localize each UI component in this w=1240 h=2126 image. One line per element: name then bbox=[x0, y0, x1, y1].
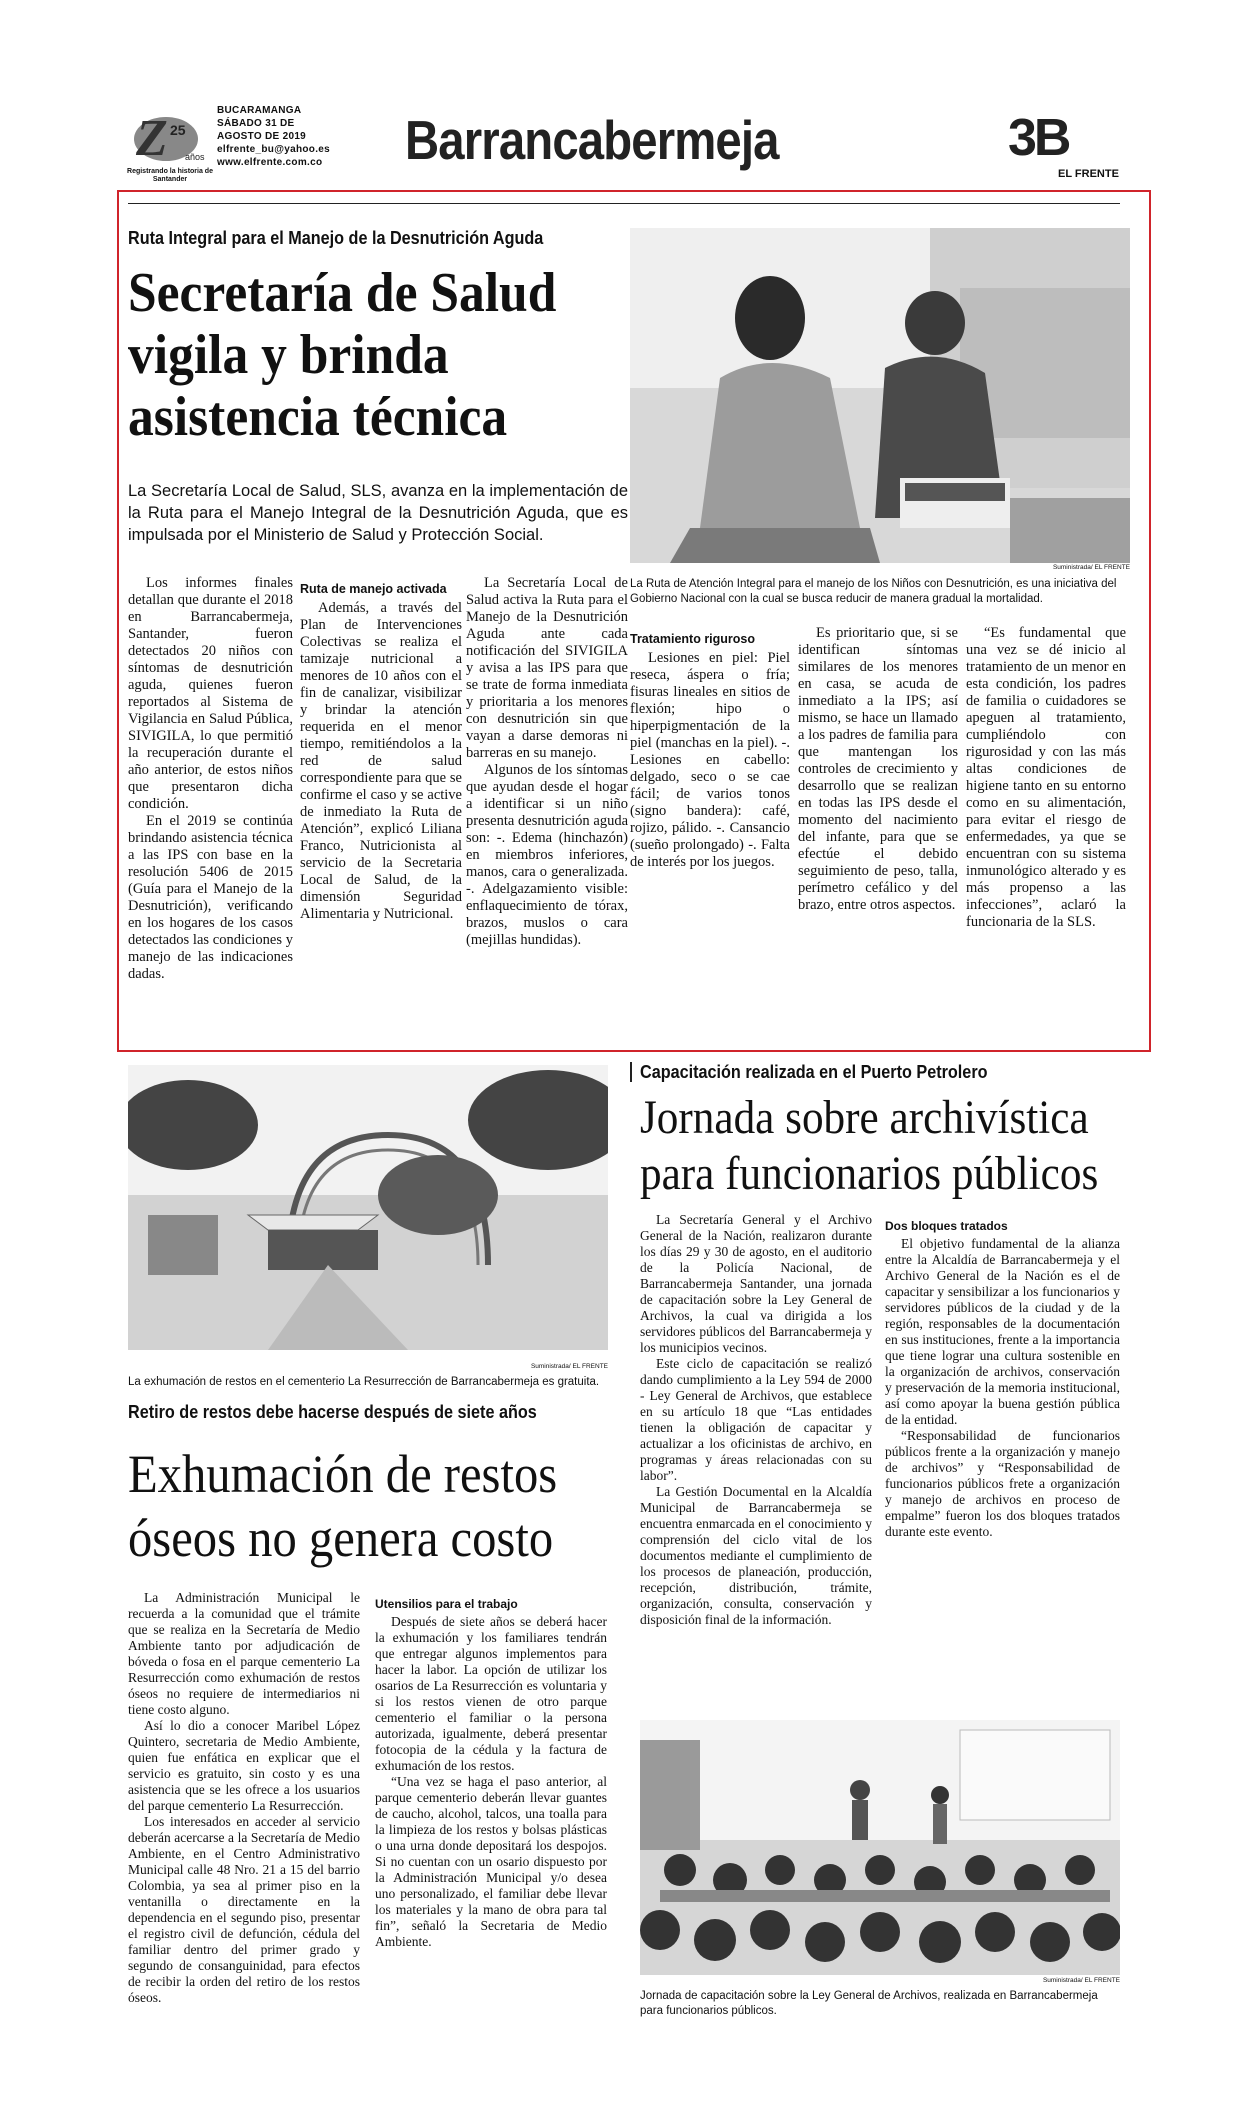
article1-caption: La Ruta de Atención Integral para el manejo de los Niños con Desnutrición, es una iniciativa del Gobierno Nacional con la cual se busca reducir de manera gradual la mortalidad. bbox=[630, 578, 1117, 605]
article3-photo-credit: Suministrada/ EL FRENTE bbox=[1042, 1977, 1120, 1984]
article2-kicker: Retiro de restos debe hacerse después de siete años bbox=[128, 1402, 537, 1422]
masthead-meta bbox=[217, 104, 330, 169]
article3-headline: Jornada sobre archivística para funcionarios públicos bbox=[640, 1091, 1099, 1200]
page-number: 3B bbox=[1008, 109, 1069, 167]
article3-kicker: Capacitación realizada en el Puerto Petrolero bbox=[640, 1062, 988, 1082]
article1-photo bbox=[630, 228, 1130, 563]
article1-col2: Ruta de manejo activada Además, a través del Plan de Intervenciones Colectivas se realiza el tamizaje nutricional a menores de 10 años con el fin de canalizar, visibilizar y brindar la atención requerida en el menor tiempo, remitiéndolos a la red de salud correspondiente para que se confirme el caso y se active de inmediato la Ruta de Atención”, explicó Liliana Franco, Nutricionista al servicio de la Secretaria Local de Salud, de la dimensión Seguridad Alimentaria y Nutricional. bbox=[300, 582, 462, 922]
article1-headline: Secretaría de Salud vigila y brinda asistencia técnica bbox=[128, 262, 557, 448]
article3-col1: La Secretaría General y el Archivo General de la Nación, realizaron durante los días 29 y 30 de agosto, en el auditorio de la Policía Nacional, de Barrancabermeja Santander, una jornada de capacitación sobre la Ley General de Archivos, la cual va dirigida a los servidores públicos del Barrancabermeja y los municipios vecinos. Este ciclo de capacitación se realizó dando cumplimiento a la Ley 594 de 2000 - Ley General de Archivos, que establece en su artículo 18 que “Las entidades tienen la obligación de capacitar y actualizar a los oficinistas de archivo, en programas y áreas relacionadas con su labor”. La Gestión Documental en la Alcaldía Municipal de Barrancabermeja se encuentra enmarcada en el conocimiento y comprensión del ciclo vital de los documentos mediante el cumplimiento de los procesos de planeación, producción, recepción, distribución, trámite, organización, consulta, conservación y disposición final de la información. bbox=[640, 1212, 872, 1627]
publication-name: EL FRENTE bbox=[1058, 168, 1119, 180]
subhead: Ruta de manejo activada bbox=[300, 582, 447, 596]
article2-caption: La exhumación de restos en el cementerio La Resurrección de Barrancabermeja es gratuita. bbox=[128, 1376, 600, 1388]
logo-caption: Registrando la historia de Santander bbox=[127, 168, 213, 183]
section-title: Barrancabermeja bbox=[405, 109, 779, 171]
website[interactable]: www.elfrente.com.co bbox=[217, 157, 323, 168]
article1-lead: La Secretaría Local de Salud, SLS, avanza en la implementación de la Ruta para el Manejo Integral de la Desnutrición Aguda, que es impulsada por el Ministerio de Salud y Protección Social. bbox=[128, 482, 628, 544]
subhead: Utensilios para el trabajo bbox=[375, 1597, 518, 1611]
article1-kicker: Ruta Integral para el Manejo de la Desnutrición Aguda bbox=[128, 228, 544, 248]
svg-text:25: 25 bbox=[170, 122, 186, 138]
article2-col1: La Administración Municipal le recuerda a la comunidad que el trámite que se realiza en la Secretaría de Medio Ambiente tanto por adjudicación de bóveda o fosa en el parque cementerio La Resurrección como exhumación de restos óseos no requiere de intermediarios ni tiene costo alguno. Así lo dio a conocer Maribel López Quintero, secretaria de Medio Ambiente, quien fue enfática en explicar que el servicio es gratuito, sin costo y es una asistencia que se les ofrece a los usuarios del parque cementerio La Resurrección. Los interesados en acceder al servicio deberán acercarse a la Secretaría de Medio Ambiente, en el Centro Administrativo Municipal calle 48 Nro. 21 a 15 del barrio Colombia, ya sea al primer piso en la ventanilla o directamente en la dependencia en el segundo piso, presentar el registro civil de defunción, cédula del familiar dentro del primer grado y segundo de consanguinidad, para efectos de recibir la orden del retiro de los restos óseos. bbox=[128, 1590, 360, 2005]
article1-col5: Es prioritario que, si se identifican síntomas similares de los menores en casa, se acuda de inmediato a la IPS; así mismo, se hace un llamado a los padres de familia para que mantengan los controles de crecimiento y desarrollo que se realizan en todas las IPS desde el momento del nacimiento del infante, para que se efectúe el debido seguimiento de peso, talla, perímetro cefálico y del brazo, entre otros aspectos. bbox=[798, 625, 958, 913]
article2-photo-credit: Suministrada/ EL FRENTE bbox=[530, 1363, 608, 1370]
article1-col3: La Secretaría Local de Salud activa la Ruta para el Manejo de la Desnutrición Aguda ante cada notificación del SIVIGILA y avisa a las IPS para que se trate de forma inmediata y prioritaria a los menores con desnutrición sin que vayan a darse demoras ni barreras en su manejo. Algunos de los síntomas que ayudan desde el hogar a identificar si un niño presenta desnutrición aguda son: -. Edema (hinchazón) en miembros inferiores, manos, cara o generalizada. -. Adelgazamiento visible: enflaquecimiento de tórax, brazos, muslos o cara (mejillas hundidas). bbox=[466, 575, 628, 948]
article2-col2: Utensilios para el trabajo Después de siete años se deberá hacer la exhumación y los familiares tendrán que entregar algunos implementos para hacer la labor. La opción de utilizar los osarios de La Resurrección es voluntaria y si los restos vienen de otro parque cementerio el familiar o la persona autorizada, igualmente, deberá presentar fotocopia de la cédula y la factura de exhumación de los restos. “Una vez se haga el paso anterior, al parque cementerio deberán llevar guantes de caucho, alcohol, talcos, una toalla para la limpieza de los restos y bolsas plásticas o una urna donde depositará los despojos. Si no cuentan con un osario dispuesto por la Administración Municipal y/o desea uno personalizado, el familiar debe llevar los materiales y la mano de obra para tal fin”, señaló la Secretaria de Medio Ambiente. bbox=[375, 1597, 607, 1949]
article3-caption: Jornada de capacitación sobre la Ley General de Archivos, realizada en Barrancabermeja para funcionarios públicos. bbox=[640, 1990, 1098, 2017]
subhead: Tratamiento riguroso bbox=[630, 632, 756, 646]
article1-col4: Tratamiento riguroso Lesiones en piel: Piel reseca, áspera o fría; fisuras lineales en sitios de flexión; hipo o hiperpigmentación de la piel (manchas en la piel). -. Lesiones en cabello: delgado, seco o se cae fácil; de varios tonos (signo bandera): café, rojizo, pálido. -. Cansancio (sueño prolongado) -. Falta de interés por los juegos. bbox=[630, 632, 790, 870]
svg-text:Z: Z bbox=[136, 110, 168, 167]
article1-col1: Los informes finales detallan que durante el 2018 en Barrancabermeja, Santander, fueron detectados 20 niños con síntomas de desnutrición aguda, quienes fueron reportados al Sistema de Vigilancia en Salud Pública, SIVIGILA, lo que permitió la recuperación durante el año anterior, de estos niños que presentaron dicha condición. En el 2019 se continúa brindando asistencia técnica a las IPS con base en la resolución 5406 de 2015 (Guía para el Manejo de la Desnutrición), verificando en los hogares de los casos detectados las condiciones y manejo de las indicaciones dadas. bbox=[128, 575, 293, 982]
svg-text:años: años bbox=[185, 152, 205, 162]
email[interactable]: elfrente_bu@yahoo.es bbox=[217, 144, 331, 155]
article1-col6: “Es fundamental que una vez se dé inicio al tratamiento de un menor en esta condición, los padres de familia o cuidadores se apeguen al tratamiento, cumpliéndolo con rigurosidad y con las más altas condiciones de higiene tanto en su entorno como en su alimentación, para evitar el riesgo de enfermedades, ya que se encuentran con su sistema inmunológico alterado y es más propenso a las infecciones”, aclaró la funcionaria de la SLS. bbox=[966, 625, 1126, 930]
kicker-bar bbox=[630, 1062, 632, 1082]
article2-photo bbox=[128, 1065, 608, 1350]
article1-photo-credit: Suministrada/ EL FRENTE bbox=[1052, 564, 1130, 571]
article2-headline: Exhumación de restos óseos no genera costo bbox=[128, 1444, 558, 1568]
article3-photo bbox=[640, 1720, 1120, 1975]
date: SÁBADO 31 DE AGOSTO DE 2019 bbox=[217, 118, 307, 142]
subhead: Dos bloques tratados bbox=[885, 1219, 1008, 1233]
article3-col2: Dos bloques tratados El objetivo fundamental de la alianza entre la Alcaldía de Barrancabermeja y el Archivo General de la Nación es el de capacitar y sensibilizar a los funcionarios y servidores públicos de la ciudad y de la región, responsables de la documentación en sus instituciones, frente a la importancia que tiene lograr una cultura sostenible en la organización de archivos, conservación y preservación de la memoria institucional, así como apoyar la buena gestión pública de la entidad. “Responsabilidad de funcionarios públicos frente a la organización y manejo de archivos” y “Responsabilidad de funcionarios públicos frete a organización y manejo de archivos en proceso de empalme” fueron los dos bloques tratados durante este evento. bbox=[885, 1219, 1120, 1539]
city: BUCARAMANGA bbox=[217, 105, 302, 116]
